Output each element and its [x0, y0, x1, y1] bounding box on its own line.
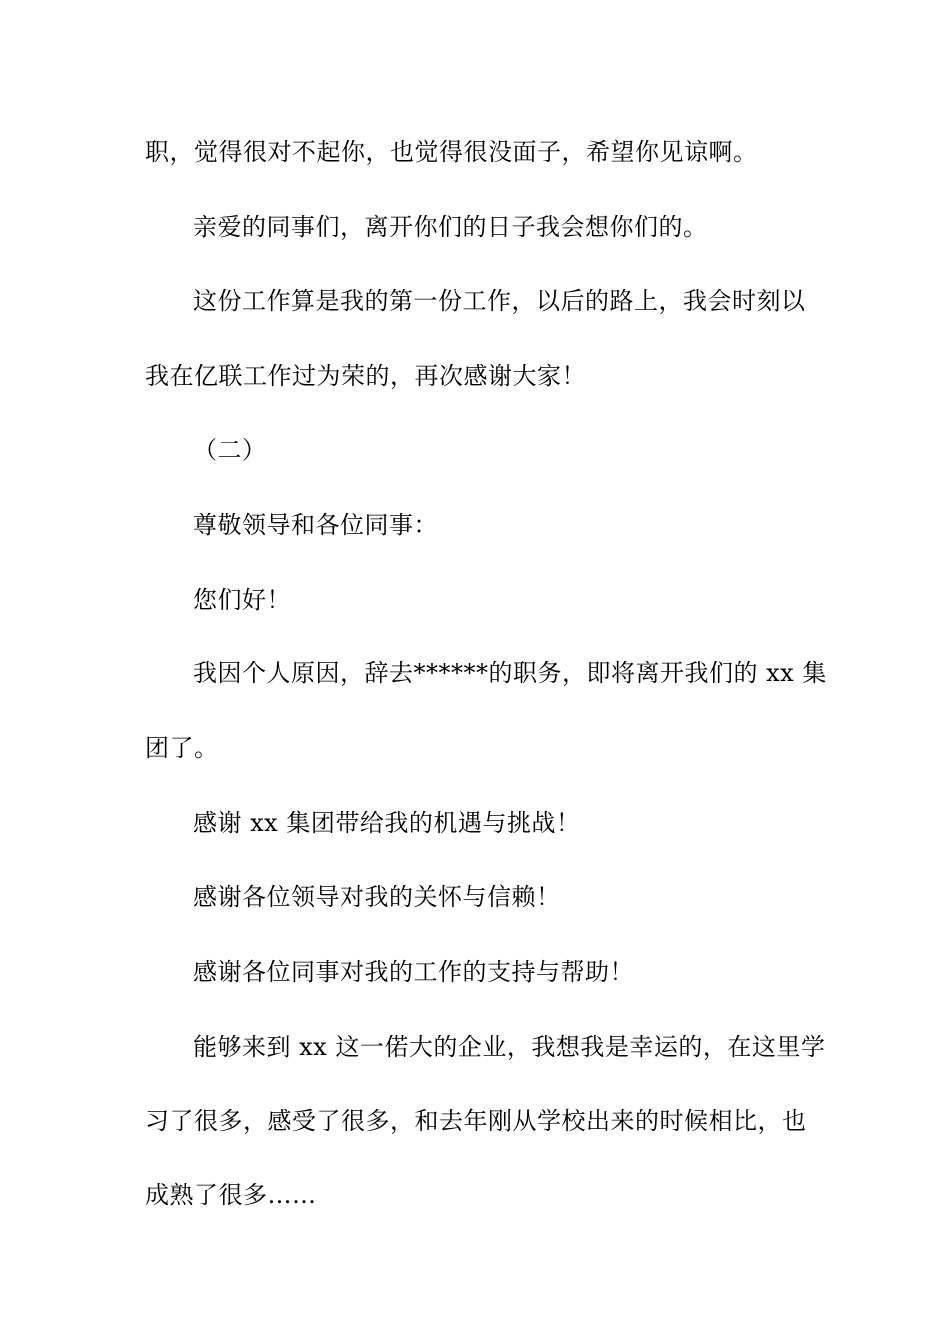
text-line: 感谢各位同事对我的工作的支持与帮助！: [193, 958, 634, 986]
text-line: 职，觉得很对不起你，也觉得很没面子，希望你见谅啊。: [145, 138, 758, 166]
text-line: 我因个人原因，辞去******的职务，即将离开我们的 xx 集: [193, 659, 827, 687]
text-line: 这份工作算是我的第一份工作，以后的路上，我会时刻以: [193, 287, 806, 315]
text-line: 团了。: [145, 734, 219, 762]
text-line: 我在亿联工作过为荣的，再次感谢大家！: [145, 362, 586, 390]
text-line: 感谢各位领导对我的关怀与信赖！: [193, 883, 561, 911]
greeting: 您们好！: [193, 586, 291, 614]
salutation: 尊敬领导和各位同事：: [193, 511, 438, 539]
text-line: 成熟了很多……: [145, 1181, 317, 1209]
text-line: 感谢 xx 集团带给我的机遇与挑战！: [193, 809, 581, 837]
section-heading: （二）: [193, 436, 267, 464]
text-line: 亲爱的同事们，离开你们的日子我会想你们的。: [193, 213, 708, 241]
text-line: 能够来到 xx 这一偌大的企业，我想我是幸运的，在这里学: [193, 1033, 826, 1061]
text-line: 习了很多，感受了很多，和去年刚从学校出来的时候相比，也: [145, 1107, 807, 1135]
